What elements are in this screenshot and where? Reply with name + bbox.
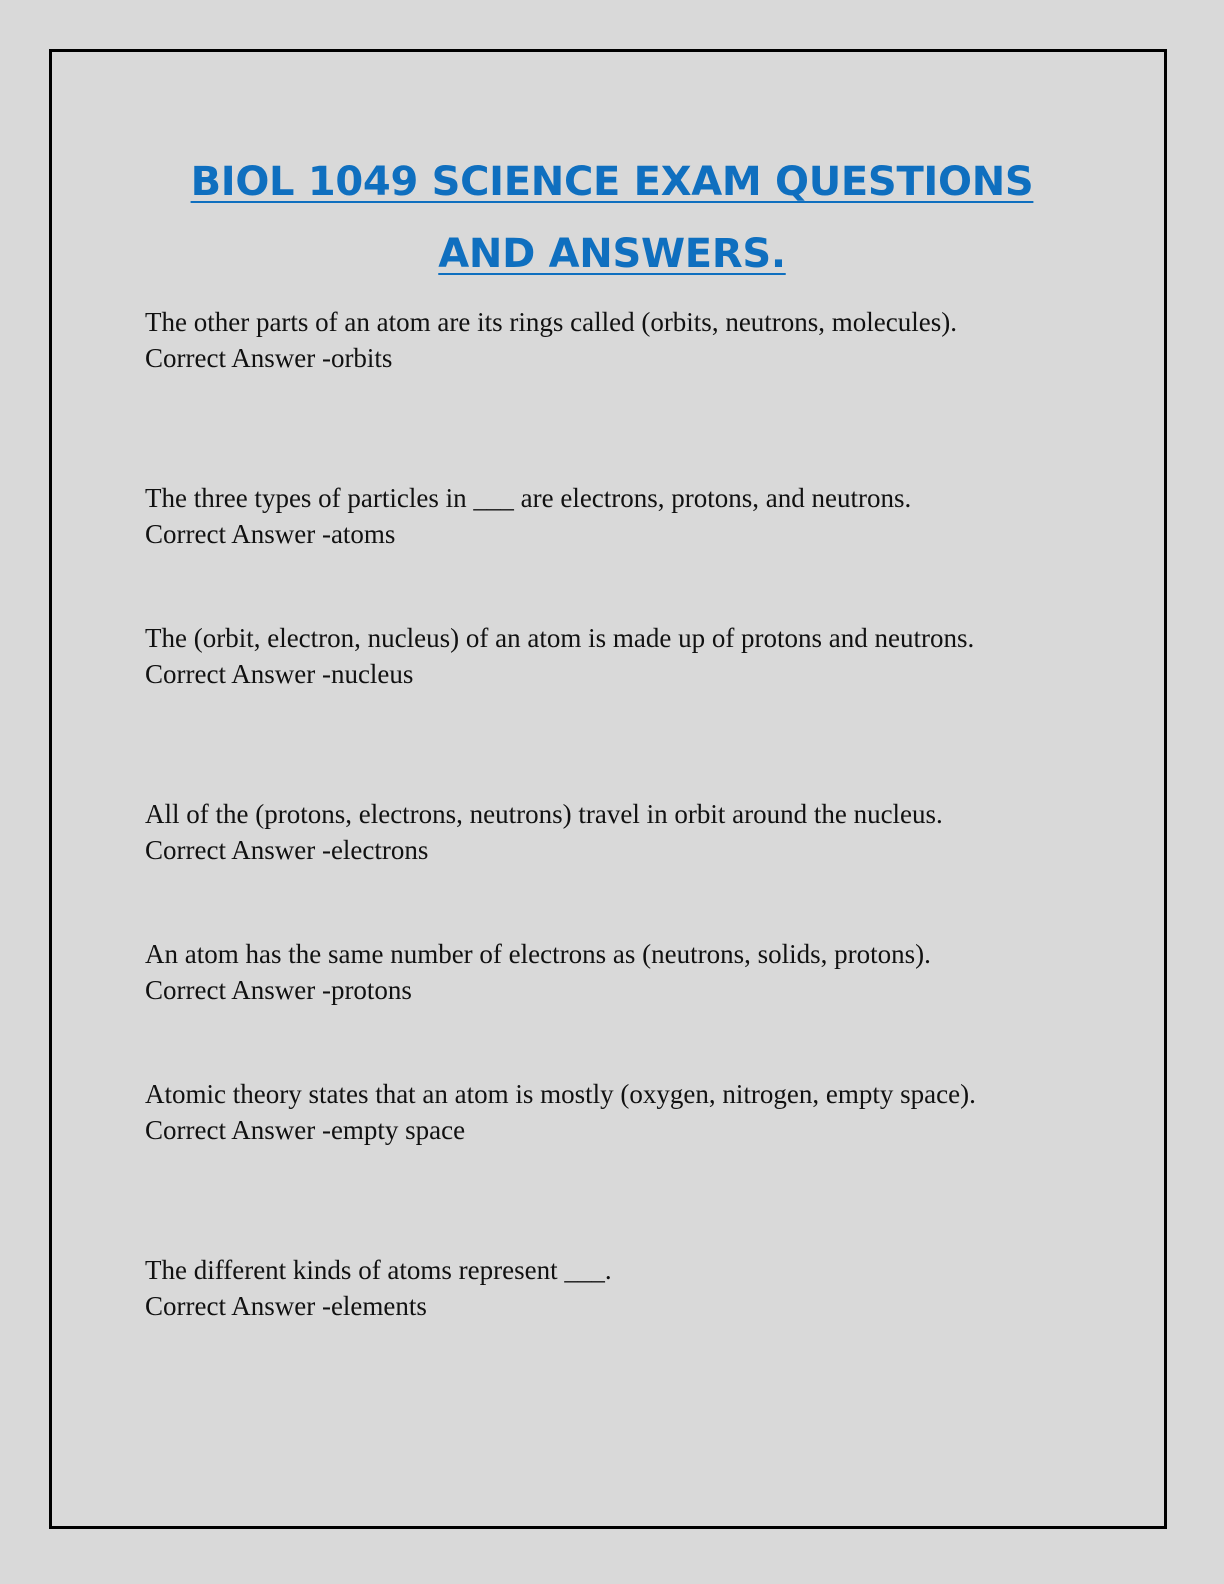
question-text: Atomic theory states that an atom is mostly (oxygen, nitrogen, empty space). (145, 1079, 976, 1109)
answer-text: Correct Answer -protons (145, 975, 412, 1005)
qa-item (145, 1076, 1095, 1148)
qa-item (145, 480, 1095, 552)
question-text: All of the (protons, electrons, neutrons) travel in orbit around the nucleus. (145, 799, 943, 829)
question-text: The different kinds of atoms represent ___. (145, 1255, 612, 1285)
question-text: The other parts of an atom are its rings called (orbits, neutrons, molecules). (145, 307, 958, 337)
title-line-1: BIOL 1049 SCIENCE EXAM QUESTIONS (190, 159, 1034, 205)
title-line-2: AND ANSWERS. (438, 231, 786, 277)
question-text: The three types of particles in ___ are electrons, protons, and neutrons. (145, 483, 912, 513)
answer-text: Correct Answer -orbits (145, 343, 393, 373)
question-text: An atom has the same number of electrons as (neutrons, solids, protons). (145, 939, 931, 969)
question-text: The (orbit, electron, nucleus) of an atom is made up of protons and neutrons. (145, 623, 975, 653)
qa-item (145, 304, 1095, 376)
answer-text: Correct Answer -electrons (145, 835, 429, 865)
answer-text: Correct Answer -atoms (145, 519, 396, 549)
qa-item (145, 620, 1095, 692)
qa-item (145, 1252, 1095, 1324)
answer-text: Correct Answer -empty space (145, 1115, 466, 1145)
qa-item (145, 936, 1095, 1008)
answer-text: Correct Answer -elements (145, 1291, 427, 1321)
qa-item (145, 796, 1095, 868)
document-title (0, 146, 1224, 290)
answer-text: Correct Answer -nucleus (145, 659, 414, 689)
